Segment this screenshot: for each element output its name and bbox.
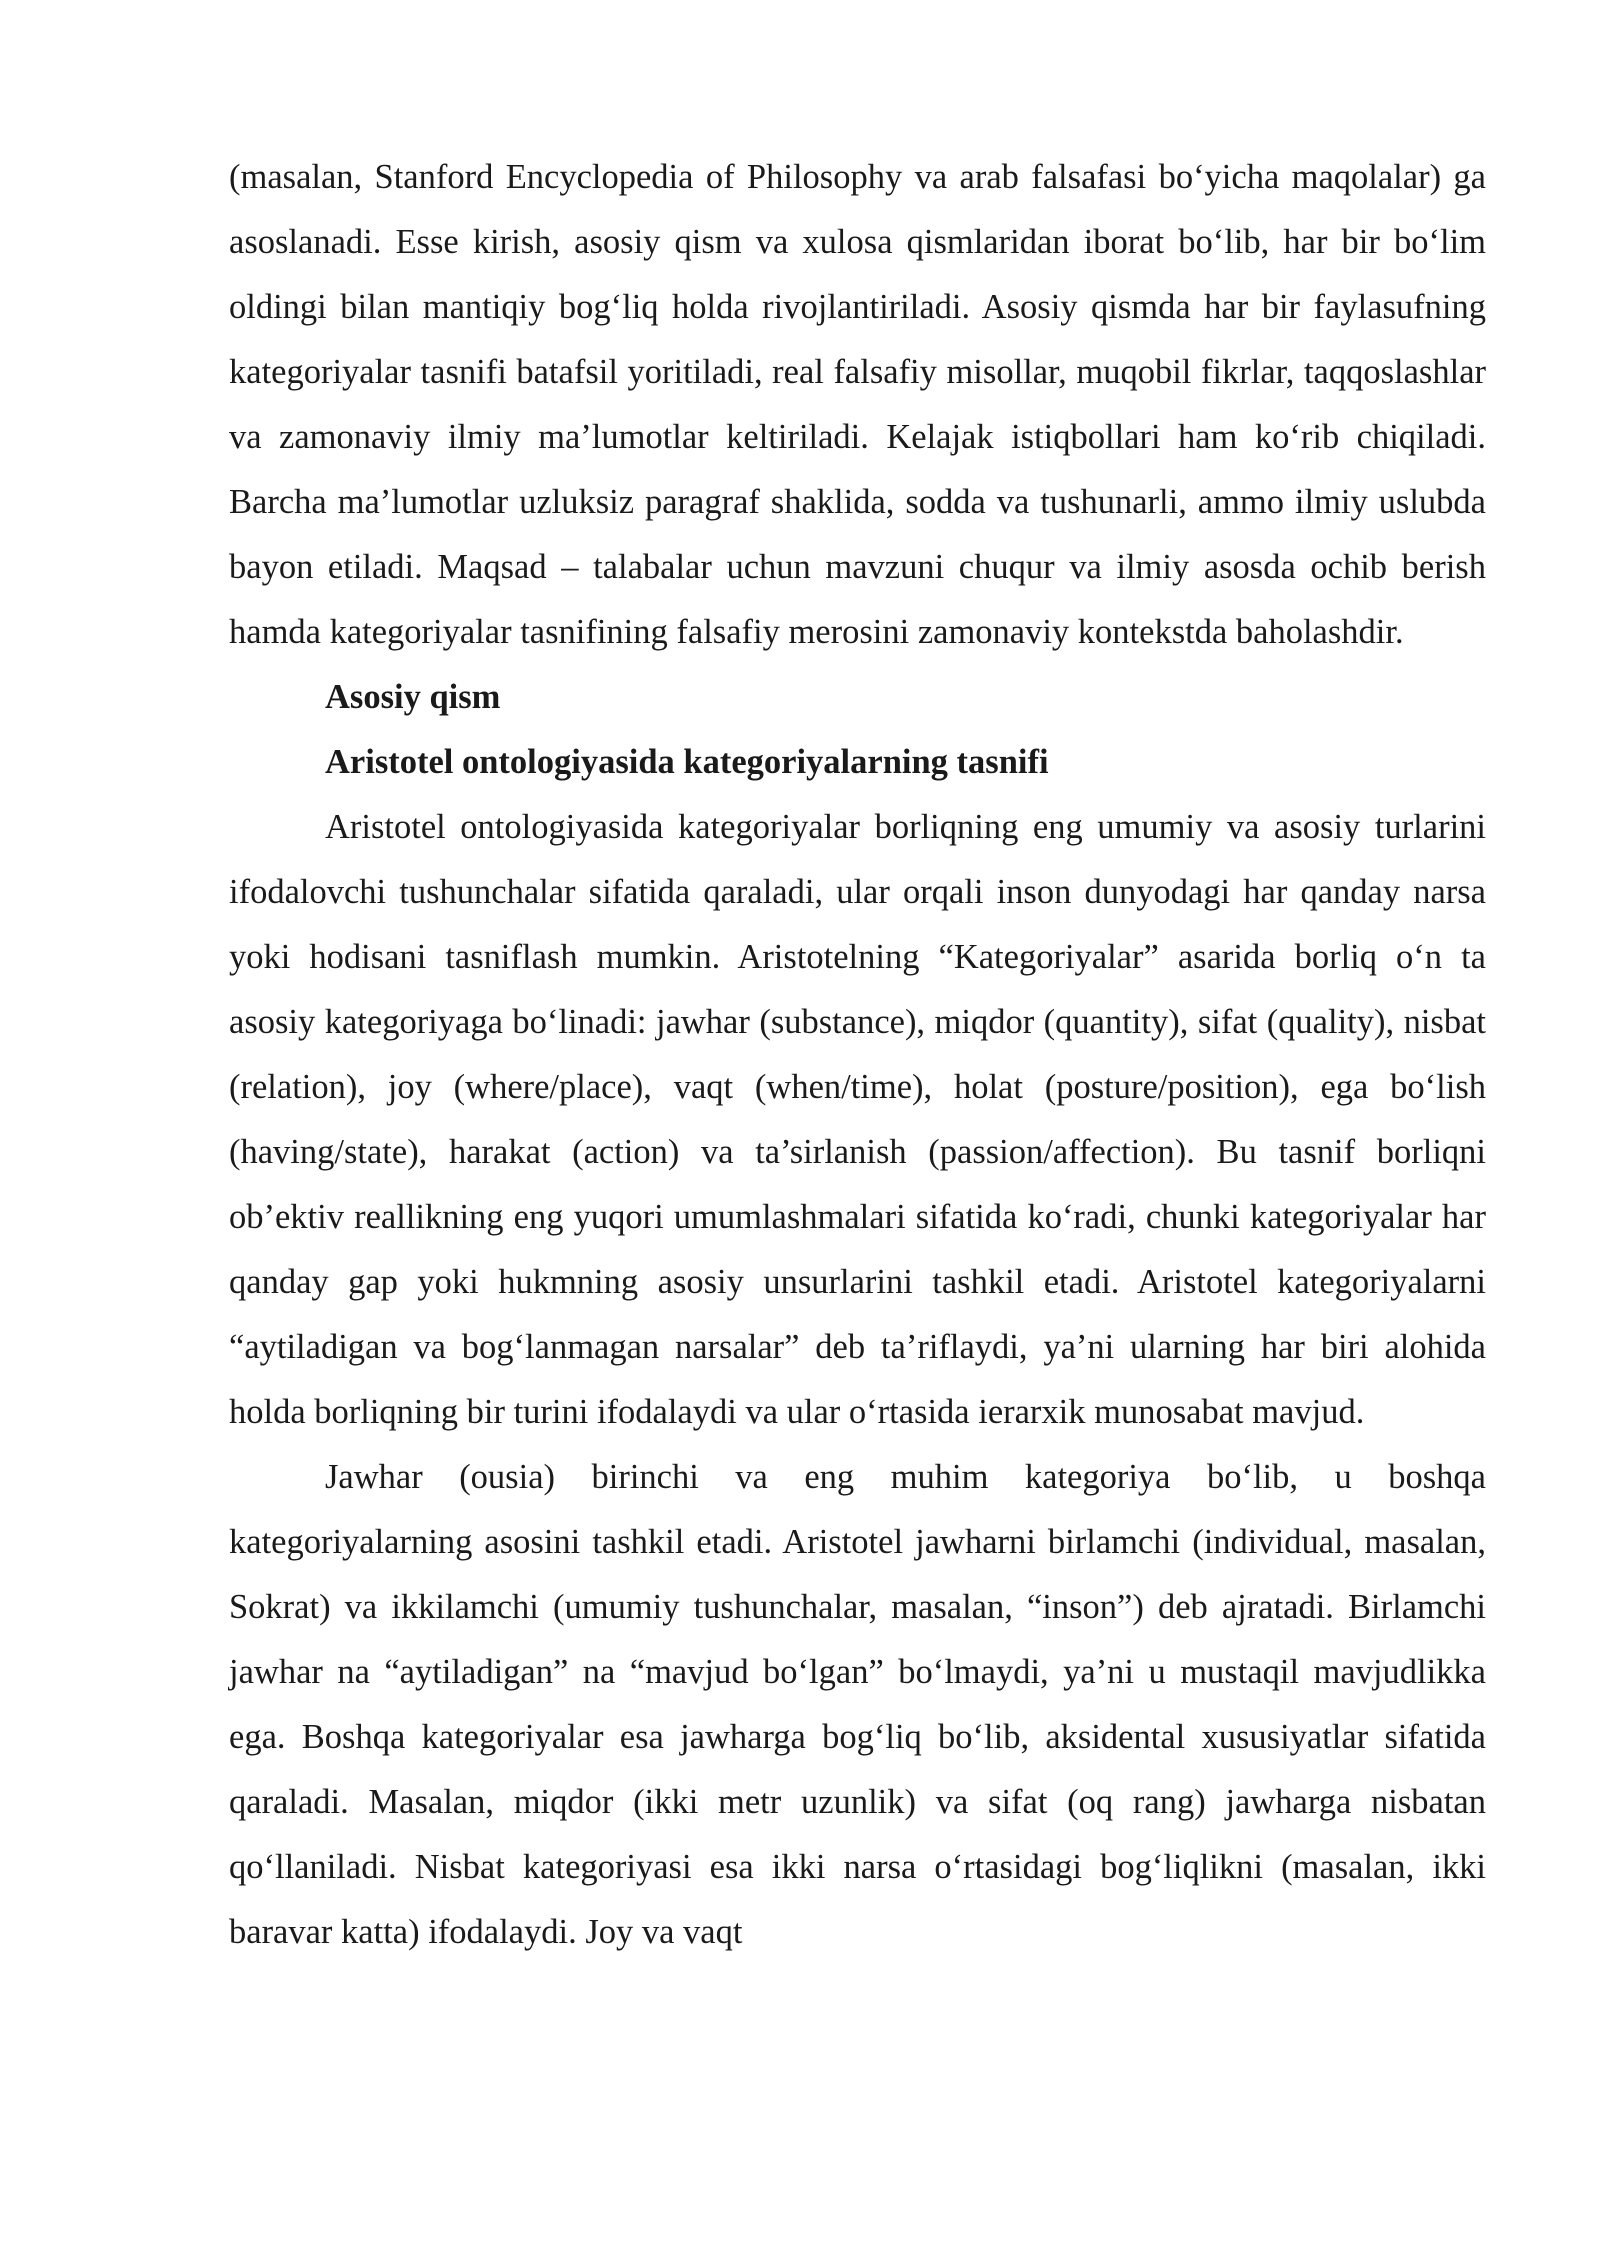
document-body [229, 145, 1486, 1965]
subsection-heading-aristotle: Aristotel ontologiyasida kategoriyalarning tasnifi [325, 743, 1049, 781]
intro-paragraph: (masalan, Stanford Encyclopedia of Philosophy va arab falsafasi bo‘yicha maqolalar) ga asoslanadi. Esse kirish, asosiy qism va xulosa qismlaridan iborat bo‘lib, har bir bo‘lim oldingi bilan mantiqiy bog‘liq holda rivojlantiriladi. Asosiy qismda har bir faylasufning kategoriyalar tasnifi batafsil yoritiladi, real falsafiy misollar, muqobil fikrlar, taqqoslashlar va zamonaviy ilmiy ma’lumotlar keltiriladi. Kelajak istiqbollari ham ko‘rib chiqiladi. Barcha ma’lumotlar uzluksiz paragraf shaklida, sodda va tushunarli, ammo ilmiy uslubda bayon etiladi. Maqsad – talabalar uchun mavzuni chuqur va ilmiy asosda ochib berish hamda kategoriyalar tasnifining falsafiy merosini zamonaviy kontekstda baholashdir. [229, 158, 1486, 651]
substance-paragraph: Jawhar (ousia) birinchi va eng muhim kategoriya bo‘lib, u boshqa kategoriyalarning asosini tashkil etadi. Aristotel jawharni birlamchi (individual, masalan, Sokrat) va ikkilamchi (umumiy tushunchalar, masalan, “inson”) deb ajratadi. Birlamchi jawhar na “aytiladigan” na “mavjud bo‘lgan” bo‘lmaydi, ya’ni u mustaqil mavjudlikka ega. Boshqa kategoriyalar esa jawharga bog‘liq bo‘lib, aksidental xususiyatlar sifatida qaraladi. Masalan, miqdor (ikki metr uzunlik) va sifat (oq rang) jawharga nisbatan qo‘llaniladi. Nisbat kategoriyasi esa ikki narsa o‘rtasidagi bog‘liqlikni (masalan, ikki baravar katta) ifodalaydi. Joy va vaqt [229, 1458, 1486, 1951]
section-heading-main-part: Asosiy qism [325, 678, 501, 716]
aristotle-categories-paragraph: Aristotel ontologiyasida kategoriyalar borliqning eng umumiy va asosiy turlarini ifodalovchi tushunchalar sifatida qaraladi, ular orqali inson dunyodagi har qanday narsa yoki hodisani tasniflash mumkin. Aristotelning “Kategoriyalar” asarida borliq o‘n ta asosiy kategoriyaga bo‘linadi: jawhar (substance), miqdor (quantity), sifat (quality), nisbat (relation), joy (where/place), vaqt (when/time), holat (posture/position), ega bo‘lish (having/state), harakat (action) va ta’sirlanish (passion/affection). Bu tasnif borliqni ob’ektiv reallikning eng yuqori umumlashmalari sifatida ko‘radi, chunki kategoriyalar har qanday gap yoki hukmning asosiy unsurlarini tashkil etadi. Aristotel kategoriyalarni “aytiladigan va bog‘lanmagan narsalar” deb ta’riflaydi, ya’ni ularning har biri alohida holda borliqning bir turini ifodalaydi va ular o‘rtasida ierarxik munosabat mavjud. [229, 808, 1486, 1431]
